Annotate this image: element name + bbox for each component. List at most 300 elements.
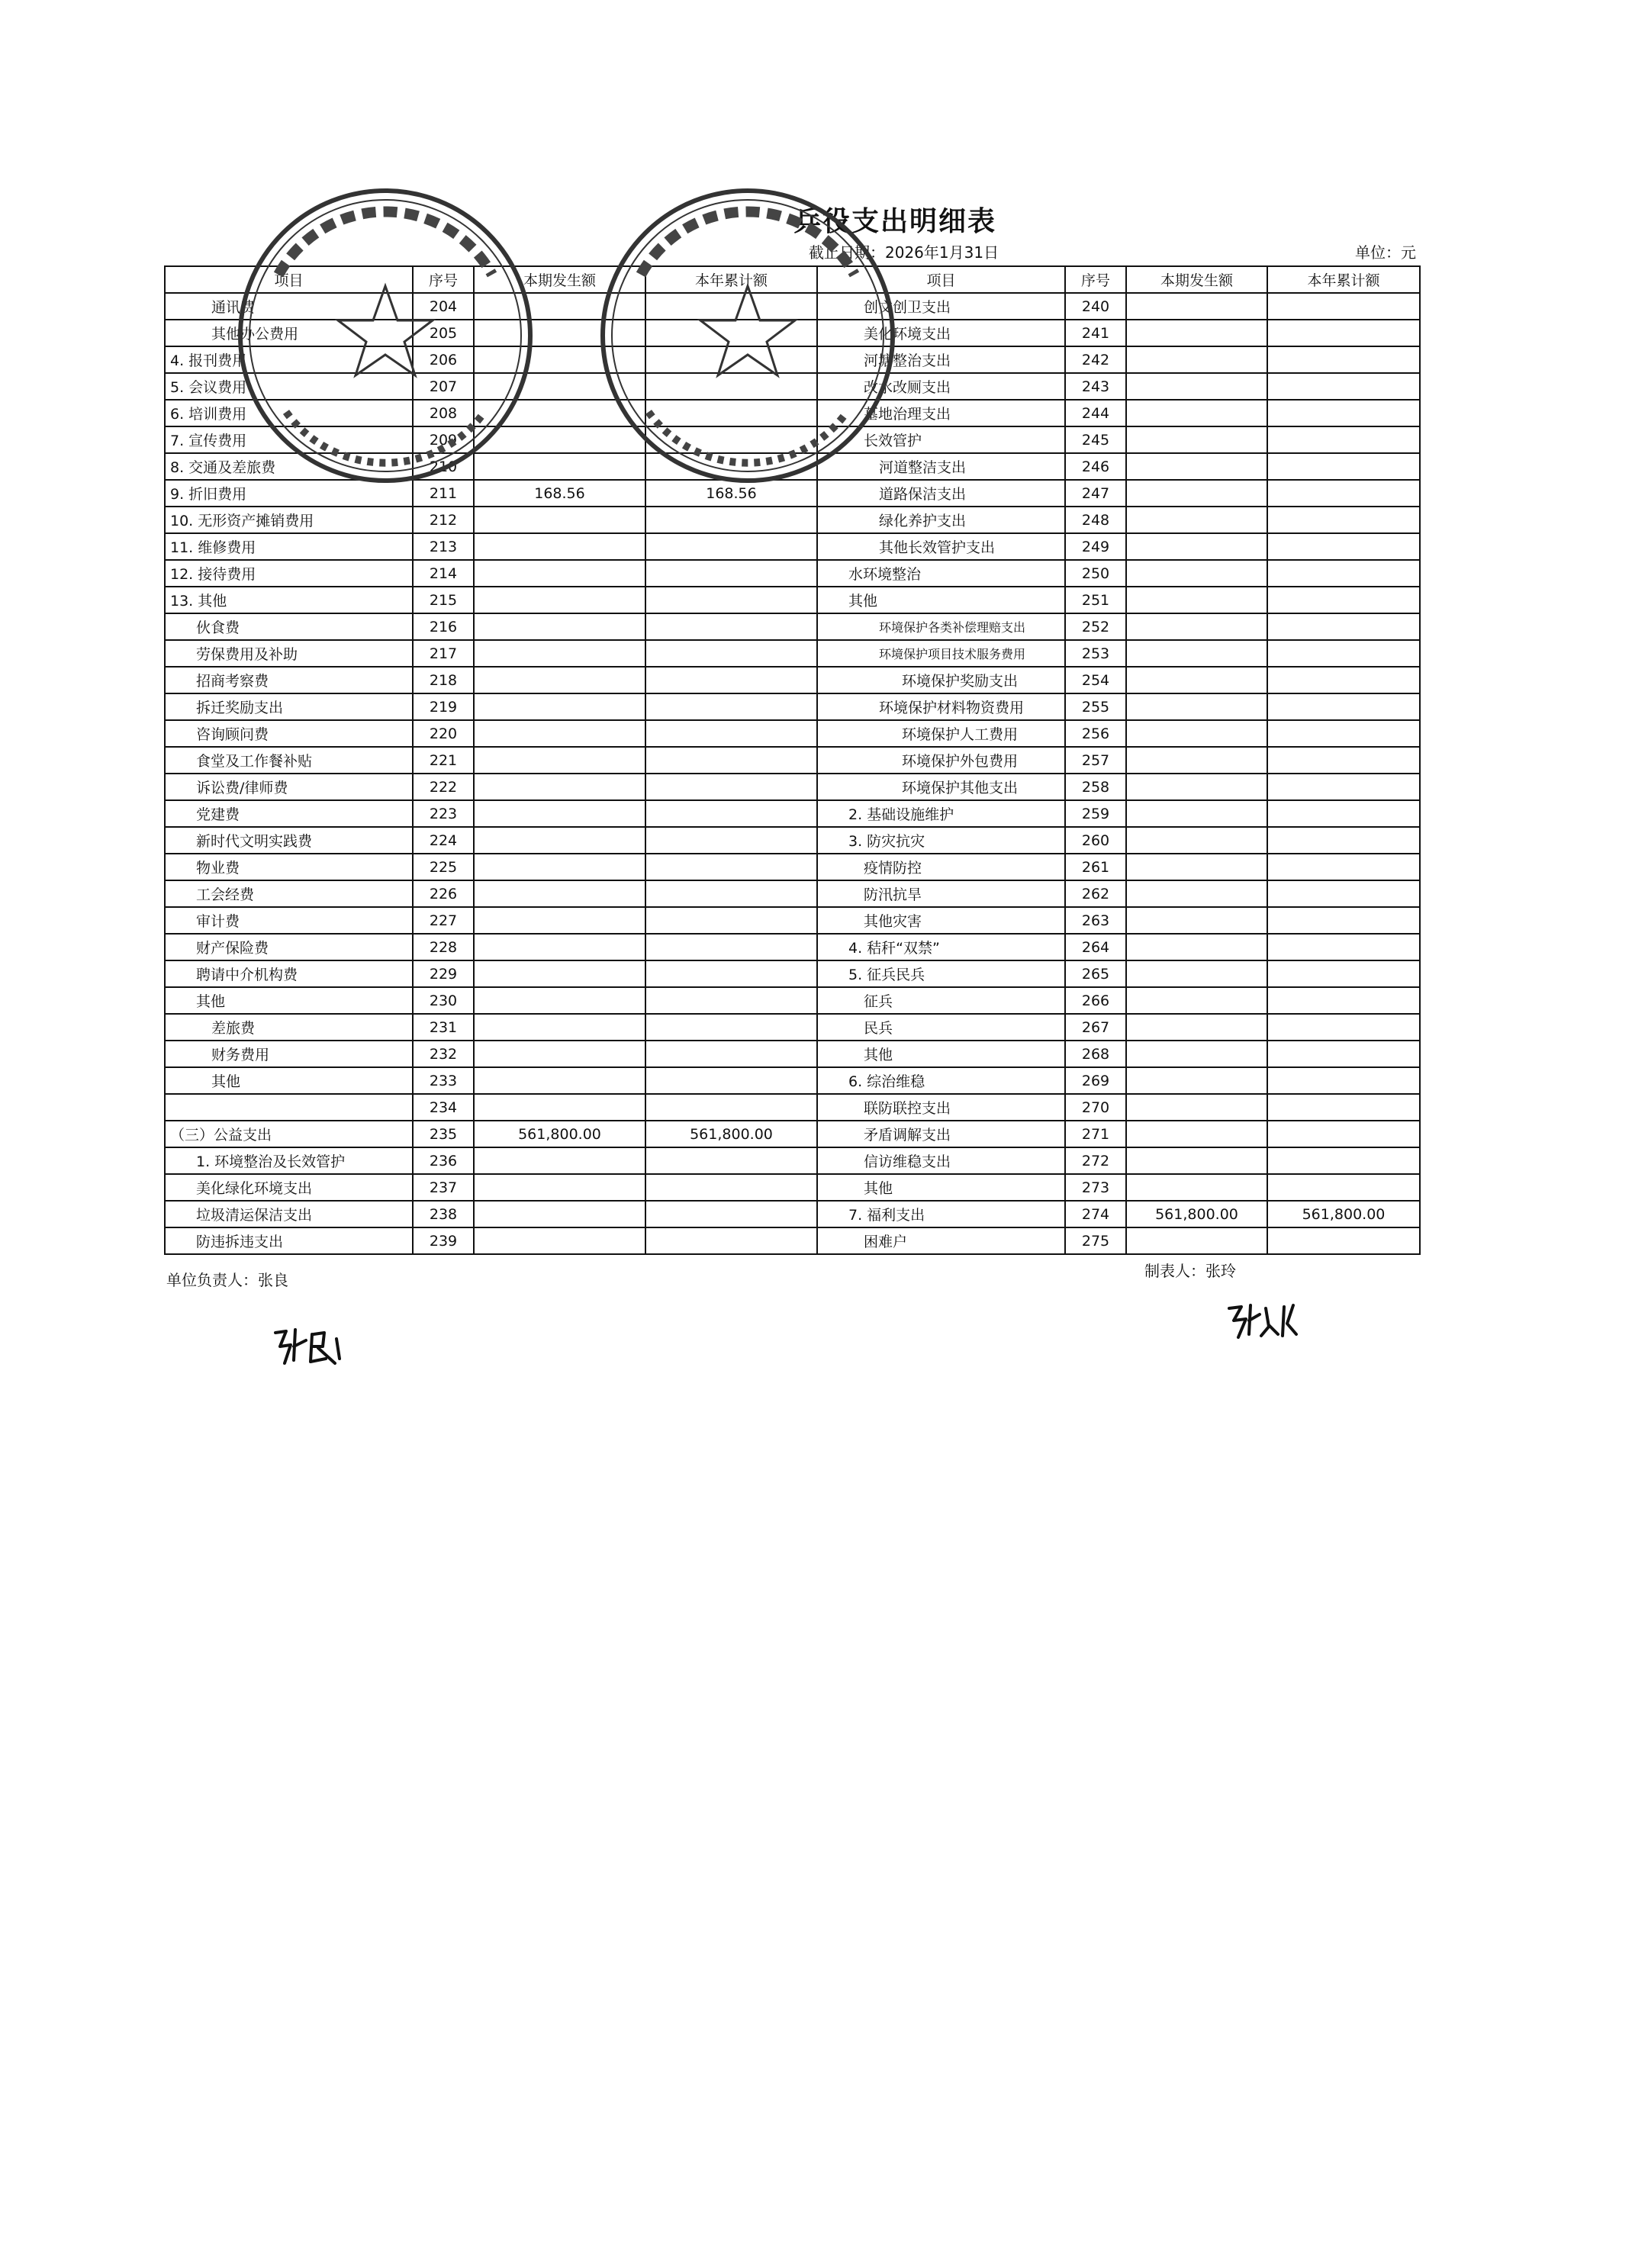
ytd-amount-cell	[645, 720, 817, 747]
ytd-amount-cell	[645, 1094, 817, 1121]
item-name-cell: 3. 防灾抗灾	[817, 827, 1065, 854]
ytd-amount-cell	[1267, 1014, 1420, 1041]
current-amount-cell	[1126, 907, 1267, 934]
item-name-cell: 6. 培训费用	[165, 400, 413, 426]
seq-cell: 247	[1065, 480, 1126, 507]
ytd-amount-cell	[645, 827, 817, 854]
seq-cell: 254	[1065, 667, 1126, 693]
seq-cell: 214	[413, 560, 474, 587]
item-name-cell: 其他办公费用	[165, 320, 413, 346]
item-name-cell: 环境保护材料物资费用	[817, 693, 1065, 720]
current-amount-cell	[1126, 426, 1267, 453]
ytd-amount-cell	[645, 667, 817, 693]
current-amount-cell	[1126, 934, 1267, 960]
item-name-cell: 8. 交通及差旅费	[165, 453, 413, 480]
table-row	[165, 1201, 1420, 1227]
current-amount-cell	[474, 960, 645, 987]
seq-cell: 238	[413, 1201, 474, 1227]
table-row	[165, 1094, 1420, 1121]
ytd-amount-cell	[1267, 613, 1420, 640]
current-amount-cell	[1126, 587, 1267, 613]
ytd-amount-cell	[1267, 827, 1420, 854]
current-amount-cell	[1126, 613, 1267, 640]
item-name-cell: 改水改厕支出	[817, 373, 1065, 400]
ytd-amount-cell	[645, 747, 817, 774]
current-amount-cell	[474, 1227, 645, 1254]
item-name-cell: 12. 接待费用	[165, 560, 413, 587]
table-row	[165, 587, 1420, 613]
seq-cell: 204	[413, 293, 474, 320]
ytd-amount-cell	[1267, 320, 1420, 346]
column-header-item: 项目	[165, 266, 413, 293]
item-name-cell: 伙食费	[165, 613, 413, 640]
ytd-amount-cell	[645, 1227, 817, 1254]
seq-cell: 240	[1065, 293, 1126, 320]
current-amount-cell	[1126, 1094, 1267, 1121]
ytd-amount-cell	[1267, 1067, 1420, 1094]
current-amount-cell	[474, 693, 645, 720]
seq-cell: 257	[1065, 747, 1126, 774]
current-amount-cell	[1126, 720, 1267, 747]
seq-cell: 269	[1065, 1067, 1126, 1094]
current-amount-cell	[474, 800, 645, 827]
current-amount-cell: 561,800.00	[1126, 1201, 1267, 1227]
table-row	[165, 1174, 1420, 1201]
signature-unit-head	[271, 1324, 355, 1369]
ytd-amount-cell	[1267, 426, 1420, 453]
table-row	[165, 987, 1420, 1014]
seq-cell: 239	[413, 1227, 474, 1254]
item-name-cell: 物业费	[165, 854, 413, 880]
item-name-cell: 财产保险费	[165, 934, 413, 960]
table-row	[165, 854, 1420, 880]
current-amount-cell	[474, 934, 645, 960]
item-name-cell: 11. 维修费用	[165, 533, 413, 560]
current-amount-cell	[1126, 960, 1267, 987]
seq-cell: 221	[413, 747, 474, 774]
current-amount-cell	[1126, 1067, 1267, 1094]
item-name-cell: 6. 综治维稳	[817, 1067, 1065, 1094]
seq-cell: 237	[413, 1174, 474, 1201]
seq-cell: 213	[413, 533, 474, 560]
item-name-cell: 河塘整治支出	[817, 346, 1065, 373]
seq-cell: 235	[413, 1121, 474, 1147]
current-amount-cell	[1126, 667, 1267, 693]
current-amount-cell	[474, 827, 645, 854]
item-name-cell: 诉讼费/律师费	[165, 774, 413, 800]
item-name-cell: 7. 福利支出	[817, 1201, 1065, 1227]
current-amount-cell	[474, 987, 645, 1014]
current-amount-cell	[1126, 1121, 1267, 1147]
item-name-cell: 环境保护各类补偿理赔支出	[817, 613, 1065, 640]
current-amount-cell	[1126, 560, 1267, 587]
item-name-cell: 防违拆违支出	[165, 1227, 413, 1254]
ytd-amount-cell	[1267, 987, 1420, 1014]
item-name-cell	[165, 1094, 413, 1121]
current-amount-cell	[1126, 827, 1267, 854]
seq-cell: 267	[1065, 1014, 1126, 1041]
ytd-amount-cell	[645, 907, 817, 934]
ytd-amount-cell	[645, 533, 817, 560]
item-name-cell: 墓地治理支出	[817, 400, 1065, 426]
ytd-amount-cell	[1267, 747, 1420, 774]
current-amount-cell	[474, 1094, 645, 1121]
seq-cell: 242	[1065, 346, 1126, 373]
table-row	[165, 800, 1420, 827]
item-name-cell: 环境保护其他支出	[817, 774, 1065, 800]
item-name-cell: 矛盾调解支出	[817, 1121, 1065, 1147]
item-name-cell: 1. 环境整治及长效管护	[165, 1147, 413, 1174]
ytd-amount-cell	[1267, 640, 1420, 667]
seq-cell: 246	[1065, 453, 1126, 480]
current-amount-cell	[1126, 1041, 1267, 1067]
seq-cell: 227	[413, 907, 474, 934]
ytd-amount-cell	[645, 1041, 817, 1067]
ytd-amount-cell	[645, 880, 817, 907]
seq-cell: 274	[1065, 1201, 1126, 1227]
table-row	[165, 880, 1420, 907]
current-amount-cell	[1126, 1174, 1267, 1201]
item-name-cell: 其他	[817, 587, 1065, 613]
current-amount-cell	[474, 1067, 645, 1094]
item-name-cell: 5. 会议费用	[165, 373, 413, 400]
item-name-cell: 水环境整治	[817, 560, 1065, 587]
seq-cell: 212	[413, 507, 474, 533]
current-amount-cell	[1126, 1014, 1267, 1041]
table-row	[165, 560, 1420, 587]
ytd-amount-cell	[1267, 373, 1420, 400]
ytd-amount-cell: 561,800.00	[1267, 1201, 1420, 1227]
column-header-seq: 序号	[1065, 266, 1126, 293]
current-amount-cell	[1126, 800, 1267, 827]
item-name-cell: 信访维稳支出	[817, 1147, 1065, 1174]
table-row	[165, 613, 1420, 640]
ytd-amount-cell	[1267, 667, 1420, 693]
preparer-label: 制表人：张玲	[1144, 1262, 1236, 1280]
item-name-cell: 河道整洁支出	[817, 453, 1065, 480]
seq-cell: 262	[1065, 880, 1126, 907]
ytd-amount-cell	[1267, 774, 1420, 800]
ytd-amount-cell	[1267, 907, 1420, 934]
seq-cell: 217	[413, 640, 474, 667]
seq-cell: 252	[1065, 613, 1126, 640]
seq-cell: 260	[1065, 827, 1126, 854]
item-name-cell: 9. 折旧费用	[165, 480, 413, 507]
column-header-current: 本期发生额	[1126, 266, 1267, 293]
item-name-cell: 垃圾清运保洁支出	[165, 1201, 413, 1227]
seq-cell: 233	[413, 1067, 474, 1094]
seq-cell: 223	[413, 800, 474, 827]
seq-cell: 234	[413, 1094, 474, 1121]
item-name-cell: 工会经费	[165, 880, 413, 907]
ytd-amount-cell	[1267, 854, 1420, 880]
current-amount-cell	[474, 640, 645, 667]
item-name-cell: 长效管护	[817, 426, 1065, 453]
seq-cell: 266	[1065, 987, 1126, 1014]
page-title: 兵役支出明细表	[793, 206, 997, 237]
item-name-cell: 咨询顾问费	[165, 720, 413, 747]
current-amount-cell	[474, 533, 645, 560]
current-amount-cell	[1126, 774, 1267, 800]
item-name-cell: 财务费用	[165, 1041, 413, 1067]
current-amount-cell	[1126, 854, 1267, 880]
ytd-amount-cell	[1267, 346, 1420, 373]
current-amount-cell	[474, 1201, 645, 1227]
table-row	[165, 1014, 1420, 1041]
ytd-amount-cell	[645, 987, 817, 1014]
ytd-amount-cell	[645, 1201, 817, 1227]
seq-cell: 211	[413, 480, 474, 507]
seq-cell: 249	[1065, 533, 1126, 560]
seq-cell: 215	[413, 587, 474, 613]
column-header-ytd: 本年累计额	[1267, 266, 1420, 293]
ytd-amount-cell	[1267, 293, 1420, 320]
table-row	[165, 693, 1420, 720]
seq-cell: 263	[1065, 907, 1126, 934]
item-name-cell: （三）公益支出	[165, 1121, 413, 1147]
seq-cell: 251	[1065, 587, 1126, 613]
item-name-cell: 环境保护奖励支出	[817, 667, 1065, 693]
item-name-cell: 美化绿化环境支出	[165, 1174, 413, 1201]
ytd-amount-cell	[1267, 1094, 1420, 1121]
current-amount-cell	[1126, 880, 1267, 907]
current-amount-cell	[1126, 373, 1267, 400]
cutoff-date: 截止日期：2026年1月31日	[809, 243, 999, 262]
item-name-cell: 民兵	[817, 1014, 1065, 1041]
unit-label: 单位：元	[1355, 243, 1416, 262]
ytd-amount-cell	[1267, 960, 1420, 987]
item-name-cell: 困难户	[817, 1227, 1065, 1254]
seq-cell: 206	[413, 346, 474, 373]
item-name-cell: 招商考察费	[165, 667, 413, 693]
ytd-amount-cell: 561,800.00	[645, 1121, 817, 1147]
column-header-ytd: 本年累计额	[645, 266, 817, 293]
item-name-cell: 其他灾害	[817, 907, 1065, 934]
item-name-cell: 其他	[165, 1067, 413, 1094]
seq-cell: 232	[413, 1041, 474, 1067]
seq-cell: 228	[413, 934, 474, 960]
table-row	[165, 907, 1420, 934]
unit-head-label: 单位负责人：张良	[166, 1271, 288, 1289]
item-name-cell: 差旅费	[165, 1014, 413, 1041]
seq-cell: 241	[1065, 320, 1126, 346]
table-row	[165, 934, 1420, 960]
seal-left-stamp	[233, 183, 538, 488]
item-name-cell: 其他	[165, 987, 413, 1014]
seq-cell: 244	[1065, 400, 1126, 426]
ytd-amount-cell	[1267, 480, 1420, 507]
seq-cell: 259	[1065, 800, 1126, 827]
ytd-amount-cell	[645, 854, 817, 880]
table-row	[165, 720, 1420, 747]
ytd-amount-cell	[645, 560, 817, 587]
item-name-cell: 环境保护项目技术服务费用	[817, 640, 1065, 667]
ytd-amount-cell	[1267, 1147, 1420, 1174]
seq-cell: 272	[1065, 1147, 1126, 1174]
current-amount-cell	[474, 880, 645, 907]
current-amount-cell	[474, 613, 645, 640]
ytd-amount-cell	[1267, 800, 1420, 827]
table-row	[165, 1041, 1420, 1067]
seq-cell: 225	[413, 854, 474, 880]
ytd-amount-cell	[645, 613, 817, 640]
table-row	[165, 640, 1420, 667]
item-name-cell: 10. 无形资产摊销费用	[165, 507, 413, 533]
current-amount-cell	[474, 667, 645, 693]
item-name-cell: 新时代文明实践费	[165, 827, 413, 854]
seq-cell: 261	[1065, 854, 1126, 880]
seq-cell: 220	[413, 720, 474, 747]
table-row	[165, 507, 1420, 533]
ytd-amount-cell	[645, 960, 817, 987]
seq-cell: 226	[413, 880, 474, 907]
ytd-amount-cell	[1267, 1041, 1420, 1067]
seq-cell: 264	[1065, 934, 1126, 960]
item-name-cell: 5. 征兵民兵	[817, 960, 1065, 987]
seq-cell: 219	[413, 693, 474, 720]
current-amount-cell	[474, 1014, 645, 1041]
item-name-cell: 拆迁奖励支出	[165, 693, 413, 720]
column-header-current: 本期发生额	[474, 266, 645, 293]
seq-cell: 245	[1065, 426, 1126, 453]
column-header-item: 项目	[817, 266, 1065, 293]
item-name-cell: 征兵	[817, 987, 1065, 1014]
current-amount-cell	[1126, 1227, 1267, 1254]
ytd-amount-cell	[645, 1174, 817, 1201]
current-amount-cell	[1126, 400, 1267, 426]
item-name-cell: 绿化养护支出	[817, 507, 1065, 533]
ytd-amount-cell	[1267, 1174, 1420, 1201]
ytd-amount-cell	[645, 1147, 817, 1174]
current-amount-cell	[474, 507, 645, 533]
current-amount-cell	[1126, 640, 1267, 667]
seq-cell: 265	[1065, 960, 1126, 987]
seq-cell: 205	[413, 320, 474, 346]
ytd-amount-cell	[645, 640, 817, 667]
ytd-amount-cell	[1267, 693, 1420, 720]
seq-cell: 255	[1065, 693, 1126, 720]
item-name-cell: 通讯费	[165, 293, 413, 320]
current-amount-cell: 168.56	[474, 480, 645, 507]
current-amount-cell	[1126, 453, 1267, 480]
table-row	[165, 960, 1420, 987]
current-amount-cell	[474, 854, 645, 880]
table-row	[165, 1227, 1420, 1254]
table-row	[165, 1067, 1420, 1094]
table-row	[165, 1147, 1420, 1174]
ytd-amount-cell	[645, 587, 817, 613]
seq-cell: 248	[1065, 507, 1126, 533]
item-name-cell: 美化环境支出	[817, 320, 1065, 346]
current-amount-cell	[1126, 1147, 1267, 1174]
ytd-amount-cell	[645, 800, 817, 827]
current-amount-cell	[474, 560, 645, 587]
seq-cell: 253	[1065, 640, 1126, 667]
seq-cell: 230	[413, 987, 474, 1014]
current-amount-cell	[1126, 987, 1267, 1014]
seq-cell: 256	[1065, 720, 1126, 747]
seq-cell: 271	[1065, 1121, 1126, 1147]
ytd-amount-cell	[1267, 533, 1420, 560]
current-amount-cell	[1126, 507, 1267, 533]
seq-cell: 218	[413, 667, 474, 693]
ytd-amount-cell: 168.56	[645, 480, 817, 507]
seq-cell: 210	[413, 453, 474, 480]
item-name-cell: 审计费	[165, 907, 413, 934]
item-name-cell: 联防联控支出	[817, 1094, 1065, 1121]
ytd-amount-cell	[1267, 507, 1420, 533]
ytd-amount-cell	[645, 774, 817, 800]
current-amount-cell: 561,800.00	[474, 1121, 645, 1147]
seq-cell: 258	[1065, 774, 1126, 800]
ytd-amount-cell	[1267, 880, 1420, 907]
ytd-amount-cell	[1267, 560, 1420, 587]
item-name-cell: 其他长效管护支出	[817, 533, 1065, 560]
item-name-cell: 其他	[817, 1174, 1065, 1201]
current-amount-cell	[1126, 346, 1267, 373]
ytd-amount-cell	[645, 934, 817, 960]
seq-cell: 209	[413, 426, 474, 453]
ytd-amount-cell	[645, 693, 817, 720]
item-name-cell: 2. 基础设施维护	[817, 800, 1065, 827]
seq-cell: 207	[413, 373, 474, 400]
column-header-seq: 序号	[413, 266, 474, 293]
ytd-amount-cell	[645, 1067, 817, 1094]
current-amount-cell	[1126, 693, 1267, 720]
current-amount-cell	[1126, 533, 1267, 560]
table-row	[165, 533, 1420, 560]
ytd-amount-cell	[1267, 934, 1420, 960]
table-row	[165, 1121, 1420, 1147]
item-name-cell: 4. 报刊费用	[165, 346, 413, 373]
seq-cell: 273	[1065, 1174, 1126, 1201]
item-name-cell: 聘请中介机构费	[165, 960, 413, 987]
current-amount-cell	[474, 1041, 645, 1067]
current-amount-cell	[1126, 480, 1267, 507]
current-amount-cell	[1126, 747, 1267, 774]
item-name-cell: 食堂及工作餐补贴	[165, 747, 413, 774]
seq-cell: 268	[1065, 1041, 1126, 1067]
table-row	[165, 667, 1420, 693]
item-name-cell: 党建费	[165, 800, 413, 827]
item-name-cell: 7. 宣传费用	[165, 426, 413, 453]
seq-cell: 208	[413, 400, 474, 426]
table-row	[165, 827, 1420, 854]
seq-cell: 229	[413, 960, 474, 987]
seq-cell: 231	[413, 1014, 474, 1041]
ytd-amount-cell	[1267, 587, 1420, 613]
current-amount-cell	[474, 720, 645, 747]
seq-cell: 275	[1065, 1227, 1126, 1254]
current-amount-cell	[474, 587, 645, 613]
ytd-amount-cell	[1267, 1227, 1420, 1254]
table-row	[165, 774, 1420, 800]
item-name-cell: 环境保护外包费用	[817, 747, 1065, 774]
item-name-cell: 4. 秸秆“双禁”	[817, 934, 1065, 960]
current-amount-cell	[474, 1147, 645, 1174]
item-name-cell: 防汛抗旱	[817, 880, 1065, 907]
item-name-cell: 疫情防控	[817, 854, 1065, 880]
ytd-amount-cell	[1267, 400, 1420, 426]
ytd-amount-cell	[1267, 1121, 1420, 1147]
table-row	[165, 747, 1420, 774]
current-amount-cell	[1126, 320, 1267, 346]
current-amount-cell	[474, 774, 645, 800]
seq-cell: 236	[413, 1147, 474, 1174]
ytd-amount-cell	[645, 507, 817, 533]
seq-cell: 250	[1065, 560, 1126, 587]
ytd-amount-cell	[1267, 720, 1420, 747]
